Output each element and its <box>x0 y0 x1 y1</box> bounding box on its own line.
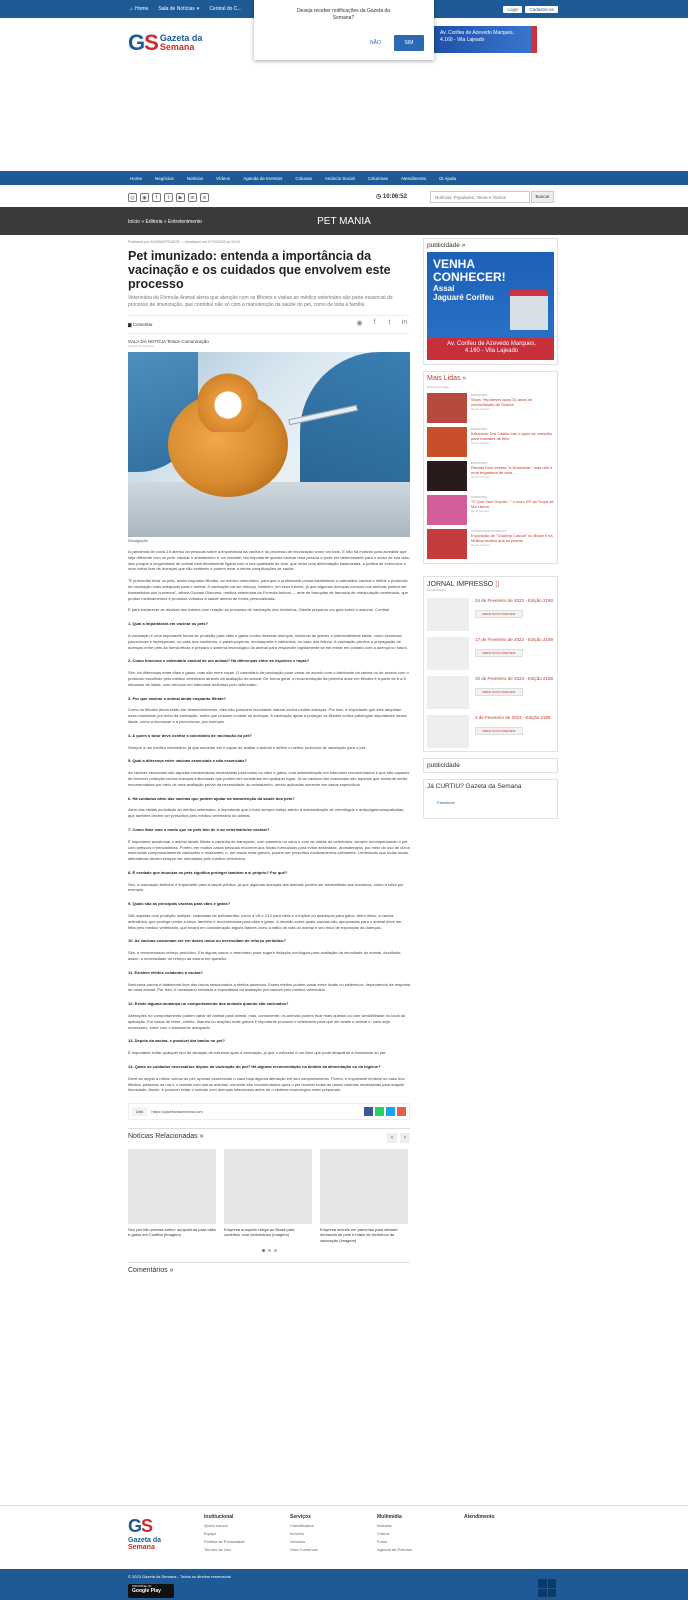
publicidade-title: publicidade » <box>427 242 466 249</box>
article-paragraph: Como os filhotes ainda estão em desenvolvimento, eles não possuem imunidade natural contra muitas doenças. Por isso, é importante que eles adquiram essa imunidade por meio da vacinação, antes que possam contrair as doenças. A vacinação ajuda a proteger os filhotes contra patologias importantes nessa idade, como a cinomose e a parvovirose, por exemplo. <box>128 707 407 724</box>
related-news <box>128 1128 410 1252</box>
article-title: Pet imunizado: entenda a importância da vacinação e os cuidados que envolvem este processo <box>128 249 391 291</box>
clock-icon: ◷ <box>376 194 383 200</box>
jornal-cover <box>427 598 469 631</box>
article-meta: Publicado por ADMINISTRADOR — Atualizado em 07/04/2023 às 09:00 <box>128 240 240 244</box>
section-title: PET MANIA <box>317 216 371 227</box>
facebook-link[interactable]: Facebook <box>437 800 455 805</box>
article-paragraph: A vacinação é uma importante forma de proteção para cães e gatos contra diversas doenças, incluindo as graves e potencialmente fatais, como cinomose, parvovirose e leptospirose, no caso dos cachorros, e panleucopenia, rinotraqueíte e calicivírus, no caso dos felinos. A vacinação previne a propagação de doenças entre pets da forma eficaz e prepara o sistema imunológico do animal para responder rapidamente se ele entrar em contato com a doença no futuro. <box>128 632 408 650</box>
jornal-cover <box>427 676 469 709</box>
clock: ◷ 10:06:52 <box>376 194 407 200</box>
nav-columnas[interactable]: Columnas <box>367 175 388 181</box>
footer-column: Institucional Quem somos Equipe Política de Privacidade Termos de Uso <box>204 1514 245 1552</box>
article-question: 2. Como funciona o calendário vacinal de um animal? Há diferenças entre as espécies e raças? <box>128 658 310 664</box>
jornal-cover <box>427 637 469 670</box>
article-question: 9. Quais são as principais vacinas para cães e gatos? <box>128 901 231 907</box>
back-to-top-icon[interactable] <box>538 1579 556 1597</box>
article-photo <box>128 352 410 537</box>
article-paragraph: "É primordial levar os pets, ainda enquanto filhotes, ao médico veterinário, para que o profissional possa estabelecer o calendário vacinal e definir o protocolo de vacinação mais adequado para o animal. A vacinação vai ser esforço, também, em seus tutores, já que algumas doenças comuns nos animais podem ser transmitidas aos humanos", afirma Giovani Giacomo, médica veterinária da Fórmula Animal — rede de franquias de farmácia de manipulação veterinária, que produz medicamentos e produtos voltados à saúde animal de forma personalizada. <box>128 578 409 601</box>
article-paragraph: É importante evitar qualquer tipo de situação de estresse após a vacinação, já que o estresse é um fator que pode atrapalhar a imunidade do pet. <box>128 1050 387 1056</box>
mais-lidas-thumb <box>427 427 467 457</box>
footer-link[interactable]: Política de Privacidade <box>204 1539 245 1544</box>
footer-link[interactable]: Veículos <box>290 1539 306 1544</box>
nav-videos[interactable]: Vídeos <box>216 175 231 181</box>
mais-lidas: Mais Lidas » Notícias de Hoje ESPORTES Show "Hipóteses após 01 anos de reconciliação de Gracce há 11 minutos ESPORTES Influencer Dra Casillo traz o após de consulta para mamães de filho há 11 minutos ESPORTES Renata Dolo estreia "A Dramante", mas não é uma brigadeira de ama... há 11 minutos ESPORTES "O Que Vem Depois..." o novo EP da Tropa de Ma Lãnha há 11 minutos TECNOLOGIA E CIÊNCIA Exposição de "Cowboy Casual" no Brasil é na Música mostra que os jovens há 11 minutos <box>423 371 558 564</box>
footer-link[interactable]: Agenda de Eventos <box>377 1547 412 1552</box>
footer <box>0 1505 688 1569</box>
site-logo[interactable]: GS Gazeta da Semana <box>128 30 203 55</box>
footer-column: Multimídia Notícias Vídeos Fotos Agenda de Eventos <box>377 1514 412 1552</box>
article-paragraph: Além das visitas periódicas ao médico veterinário, é importante que o tutor sempre esteja atento à administração de vermífugos e antipulgas/carrapaticidas, que também devem ser prescritos pelo médico veterinário do animal. <box>128 807 405 819</box>
notification-no-button[interactable]: NÃO <box>370 40 381 46</box>
prev-arrow-icon[interactable]: ‹ <box>387 1133 397 1143</box>
topbar-central[interactable]: Central do C... <box>209 6 242 12</box>
store-illustration <box>510 290 548 330</box>
mais-lidas-item[interactable]: ESPORTES Influencer Dra Casillo traz o após de consulta para mamães de filho há 11 minutos <box>424 423 557 457</box>
next-arrow-icon[interactable]: › <box>400 1133 410 1143</box>
article-paragraph: Sim, a vacinação também é importante para a saúde pública, já que algumas doenças dos animais podem ser transmitidas aos humanos, como a raiva por exemplo. <box>128 881 404 893</box>
article-paragraph: A pandemia de covid-19 alertou ao pessoas sobre a importância da vacina e do processo de imunização como um todo. E não há motivos para acreditar que seja diferente com os pets: vacinar o animalzinho é, na verdade, tão importante quanto vacinar uma pessoa e pode ser determinante para o curso de sua vida, isso porque a longevidade de animal está diretamente ligada com a sua qualidade de vida, que inclui uma alimentação balanceada, a prática de exercícios e uma rotina livre de doenças que são evitáveis e podem levar a sérias complicações de saúde. <box>128 549 410 572</box>
facebook-share-icon[interactable]: f <box>373 319 376 326</box>
article-paragraph: Sim, há diferenças entre cães e gatos, mas não entre raças. O calendário de vacinação pode variar de acordo com o fabricante da vacina ou de acordo com o protocolo escolhido pelo médico veterinário através da avaliação do animal. De forma geral, a recomendação da primeira dose em filhotes é a partir de 6 a 8 semanas de idade, com reforços em intervalos definidos pelo veterinário. <box>128 670 409 687</box>
nav-noticias[interactable]: Notícias <box>186 175 204 181</box>
youtube-icon[interactable]: ▶ <box>176 193 185 202</box>
top-banner-ad[interactable]: Av. Corifeu de Azevedo Marques, 4.160 - Vila Lajeado <box>432 26 537 53</box>
article-question: 11. Existem efeitos colaterais à vacina? <box>128 969 203 975</box>
nav-colunas[interactable]: Colunas <box>295 175 312 181</box>
article-body <box>128 549 410 1093</box>
footer-link[interactable]: Fotos <box>377 1539 388 1544</box>
mais-lidas-item[interactable]: TECNOLOGIA E CIÊNCIA Exposição de "Cowboy Casual" no Brasil é na Música mostra que os jovens há 11 minutos <box>424 525 557 559</box>
footer-link[interactable]: Classificados <box>290 1523 314 1528</box>
article-paragraph: Sim, é recomendado reforço periódico. Em alguns casos o veterinário pode sugerir titulação sorológica para avaliação da imunidade do animal, decidindo, assim, a necessidade do reforço da vacina em questão. <box>128 950 402 962</box>
sidebar-ad[interactable]: VENHA CONHECER! Assaí Jaguaré Corifeu Av. Corifeu de Azevedo Marques, 4.160 - Vila Lajeado <box>427 252 554 360</box>
article-question: 4. A quem o tutor deve confiar o calendário de vacinação do pet? <box>128 732 252 738</box>
notification-question: Deseja receber notificações da Gazeta da Semana? <box>296 8 391 21</box>
mais-lidas-thumb <box>427 529 467 559</box>
related-image <box>224 1149 312 1224</box>
article-paragraph: Nenhuma vacina é totalmente livre dos riscos relacionados a efeitos adversos. Esses efeitos podem variar entre locais ou sistêmicos, dependendo da resposta de cada animal. Por isso, é necessário enfatizar a importância da avaliação pré-vacinal pelo médico veterinário. <box>128 981 410 993</box>
photo-caption: Divulgação <box>128 538 148 543</box>
article-paragraph: Sempre a um médico veterinário, já que somente ele é capaz de avaliar o animal e definir o melhor protocolo de vacinação para o pet. <box>128 744 367 750</box>
rss-icon[interactable]: ≋ <box>200 193 209 202</box>
whatsapp-icon[interactable]: ◉ <box>140 193 149 202</box>
footer-link[interactable]: Vídeos <box>377 1531 390 1536</box>
twitter-share-square-icon[interactable] <box>386 1107 395 1116</box>
twitter-icon[interactable]: t <box>164 193 173 202</box>
article-question: 6. Há cuidados além das vacinas que podem ajudar na manutenção da saúde dos pets? <box>128 795 295 801</box>
link-row <box>128 1103 410 1120</box>
instagram-icon[interactable]: ◎ <box>128 193 137 202</box>
section-band <box>0 207 688 235</box>
article-paragraph: São aquelas com proteção múltipla, chamadas de polivalentes, como a V8 e V10 para cães e a tríplice ou quádrupla para gatos. Além disso, a vacina antirrábica, que protege contra a raiva, também é recomendada para cães e gatos. A decisão sobre quais vacinas são apropriadas para o animal deve ser feita pelo médico veterinário, que levará em consideração alguns fatores como a estilo de vida do animal e seu risco de exposição às doenças. <box>128 913 402 930</box>
whatsapp-share-icon[interactable]: ◉ <box>356 320 363 327</box>
article-question: 13. Depois da vacina, é possível dar banho no pet? <box>128 1038 225 1044</box>
linkedin-icon[interactable]: in <box>188 193 197 202</box>
main-nav <box>0 171 688 185</box>
phone-icon: ▯ <box>495 581 500 588</box>
footer-link[interactable]: Equipe <box>204 1531 217 1536</box>
search-button[interactable]: Buscar <box>531 191 554 203</box>
topbar-home[interactable]: ⌂ Home <box>130 6 149 12</box>
jornal-cover <box>427 715 469 748</box>
footer-link[interactable]: Guia Comercial <box>290 1547 318 1552</box>
open-preview-button[interactable]: ABRIR NOVO PREVIEW <box>475 688 523 696</box>
mais-lidas-item[interactable]: ESPORTES Renata Dolo estreia "A Dramante", mas não é uma brigadeira de ama... há 11 minutos <box>424 457 557 491</box>
footer-link[interactable]: Notícias <box>377 1523 392 1528</box>
footer-column: Serviços Classificados Imóveis Veículos Guia Comercial <box>290 1514 318 1552</box>
article-question: 14. Quais os cuidados necessários depois da vacinação do pet? Há alguma recomendação no âmbito da alimentação ou da higiene? <box>128 1064 381 1070</box>
facebook-icon[interactable]: f <box>152 193 161 202</box>
jornal-edition[interactable]: 24 de Fevereiro de 2023 - Edição 2190 ABRIR NOVO PREVIEW <box>427 598 554 631</box>
nav-atendimento[interactable]: Atendimento <box>400 175 427 181</box>
publicidade-small: publicidade <box>423 758 558 773</box>
home-icon: ⌂ <box>130 6 134 12</box>
notification-yes-button[interactable]: SIM <box>394 35 424 51</box>
mais-lidas-item[interactable]: ESPORTES Show "Hipóteses após 01 anos de reconciliação de Gracce há 11 minutos <box>424 389 557 423</box>
related-card[interactable]: Empresa europeia chega ao Brasil para contribuir com veterinários (Imagem) <box>224 1149 312 1243</box>
nav-ajuda[interactable]: Di Ajuda <box>439 175 456 181</box>
chevron-down-icon: ▾ <box>196 6 200 12</box>
article-question: 12. Existe alguma mudança no comportamento dos animais quando são vacinados? <box>128 1001 289 1007</box>
copyright: © 2023 Gazeta da Semana - Todos os direitos reservados <box>128 1574 231 1579</box>
comment-button[interactable]: ▆ Comentar <box>128 321 153 327</box>
facebook-share-square-icon[interactable] <box>364 1107 373 1116</box>
article-author: SALA DA NOTÍCIA Textos Comunicação <box>128 339 209 344</box>
article-question: 7. Como lidar com o medo que os pets têm de ir ao veterinário/se vacinar? <box>128 826 270 832</box>
sidebar-ad-box <box>423 238 558 365</box>
jornal-edition[interactable]: 3 de Fevereiro de 2023 - Edição 2188 ABRIR NOVO PREVIEW <box>427 715 554 748</box>
jornal-edition[interactable]: 17 de Fevereiro de 2023 - Edição 2189 ABRIR NOVO PREVIEW <box>427 637 554 670</box>
comment-icon: ▆ <box>128 321 133 327</box>
related-card[interactable]: Seu pet não precisa sofrer: acupuntura para cães e gatos em Curitiba (Imagem) <box>128 1149 216 1243</box>
jornal-impresso: JORNAL IMPRESSO ▯ Versão Digital 24 de Fevereiro de 2023 - Edição 2190 ABRIR NOVO PREVIEW 17 de Fevereiro de 2023 - Edição 2189 ABRIR NOVO PREVIEW 10 de Fevereiro de 2023 - Edição 2188 ABRIR NOVO PREVIEW 3 de Fevereiro de 2023 - Edição 2188 ABRIR NOVO PREVIEW <box>423 576 558 752</box>
open-preview-button[interactable]: ABRIR NOVO PREVIEW <box>475 610 523 618</box>
article-paragraph: E para esclarecer as dúvidas dos tutores com relação ao processo de vacinação dos bichinhos, Giselle preparou um guia sobre o assunto. Confira! <box>128 607 390 613</box>
carousel-dots <box>128 1249 410 1252</box>
twitter-share-icon[interactable]: t <box>388 319 391 326</box>
footer-link[interactable]: Quem somos <box>204 1523 228 1528</box>
article-paragraph: As vacinas essenciais são aquelas consideradas necessárias para todos os cães e gatos, com administração em intervalos recomendados e que são capazes de fornecer proteção contra doenças infecciosas que podem ser contraídas em qualquer lugar. Já as vacinas não essenciais são aquelas que somente serão recomendadas por meio de uma avaliação prévia da necessidade do animalzinho, sendo aplicadas somente em casos específicos. <box>128 770 410 787</box>
article-paragraph: Alterações no comportamento podem variar de animal para animal, mas, comumente, os animais podem ficar mais quietos ou com sensibilidade no local da aplicação. Em casos de febre, vômito, diarreia ou reações mais graves é importante procurar o veterinário para que ele avalie o animal e, caso seja necessário, entre com o tratamento adequado. <box>128 1013 406 1030</box>
topbar-sala[interactable]: Sala de Notícias ▾ <box>158 6 200 12</box>
related-card[interactable]: Empresa investe em parcerias para atender demanda de pets e mães de bichinhos da vacinação (Imagem) <box>320 1149 408 1243</box>
notification-dialog <box>254 0 434 60</box>
author-sub: Gazeta da Semana <box>128 344 154 348</box>
mais-lidas-item[interactable]: ESPORTES "O Que Vem Depois..." o novo EP da Tropa de Ma Lãnha há 11 minutos <box>424 491 557 525</box>
comments-title[interactable]: Comentários » <box>128 1262 410 1274</box>
nav-anuncio[interactable]: Anúncio Social <box>324 175 355 181</box>
linkedin-share-icon[interactable]: in <box>401 319 408 326</box>
curtiu-box: Já CURTIU? Gazeta da Semana Facebook <box>423 779 558 819</box>
article-paragraph: Deve-se seguir a rotina normal do pet, apenas observando o caso haja alguma alteração em seu comportamento. Porém, é importante lembrar no caso dos filhotes, passeios na rua e o contato com outros animais, somente são recomendados após o pet receber todas as doses vacinais necessárias para adquirir imunidade. Assim, é possível evitar o contato com doenças infecciosas antes de o sistema imunológico estar preparado. <box>128 1075 405 1093</box>
breadcrumb[interactable]: Início » Editoria » Entretenimento <box>128 219 202 225</box>
search-input[interactable] <box>430 191 530 203</box>
google-play-badge[interactable]: DISPONÍVEL NO Google Play <box>128 1584 174 1598</box>
whatsapp-share-square-icon[interactable] <box>375 1107 384 1116</box>
nav-home[interactable]: Home <box>130 175 143 181</box>
article <box>128 240 410 1274</box>
footer-link[interactable]: Termos de Uso <box>204 1547 231 1552</box>
share-row <box>128 315 410 334</box>
article-question: 1. Qual a importância em vacinar os pets? <box>128 621 209 627</box>
bottom-bar <box>0 1569 688 1600</box>
sidebar <box>423 238 558 819</box>
footer-column: Atendimento <box>464 1514 495 1520</box>
login-button[interactable]: Login <box>503 6 522 13</box>
article-question: 8. É verdade que imunizar os pets significa proteger também a si próprio? Por quê? <box>128 869 288 875</box>
footer-link[interactable]: Imóveis <box>290 1531 304 1536</box>
jornal-edition[interactable]: 10 de Fevereiro de 2023 - Edição 2188 ABRIR NOVO PREVIEW <box>427 676 554 709</box>
subscribe-button[interactable]: Cadastre-se <box>525 6 558 13</box>
article-question: 5. Qual a diferença entre vacinas essenciais e não essenciais? <box>128 758 247 764</box>
mais-lidas-thumb <box>427 393 467 423</box>
link-label: Link <box>132 1107 147 1116</box>
mais-lidas-thumb <box>427 495 467 525</box>
open-preview-button[interactable]: ABRIR NOVO PREVIEW <box>475 649 523 657</box>
mais-lidas-thumb <box>427 461 467 491</box>
plus-share-square-icon[interactable] <box>397 1107 406 1116</box>
nav-agenda[interactable]: Agenda de Eventos <box>243 175 283 181</box>
article-question: 10. As vacinas costumam ser em doses única ou necessitam de reforço periódico? <box>128 938 286 944</box>
related-image <box>128 1149 216 1224</box>
footer-logo[interactable]: GS Gazeta da Semana <box>128 1516 162 1551</box>
nav-negocios[interactable]: Negócios <box>155 175 174 181</box>
article-paragraph: É importante acostumar o animal desde filhote à caminha de transporte, com passeios no carro e com as visitas ao veterinário, sempre recompensando o pet com petiscos e brincadeiras. Porém, em muitos casos pessoas recorrem aos florais formulados para evitar ansiedade, aromaterapia, por meio do uso de óleos essenciais comprovadamente calmantes e relaxantes, e, em casos mais graves, podem ser prescritos medicamentos calmantes. Lembrando que todas essas alternativas devem sempre ser orientadas pelo médico veterinário. <box>128 838 410 862</box>
related-title: Notícias Relacionadas » <box>128 1133 204 1141</box>
link-url[interactable]: https://gazetadasemana.com <box>151 1109 203 1115</box>
article-question: 3. Por que vacinar o animal ainda enquanto filhote? <box>128 695 227 701</box>
article-lead: Veterinária da Fórmula Animal alerta que atenção com os filhotes e visitas ao médico veterinário são parte essencial do processo de imunização, que contribui não só com a manutenção da saúde do pet, como de toda a família <box>128 295 393 308</box>
related-image <box>320 1149 408 1224</box>
open-preview-button[interactable]: ABRIR NOVO PREVIEW <box>475 727 523 735</box>
